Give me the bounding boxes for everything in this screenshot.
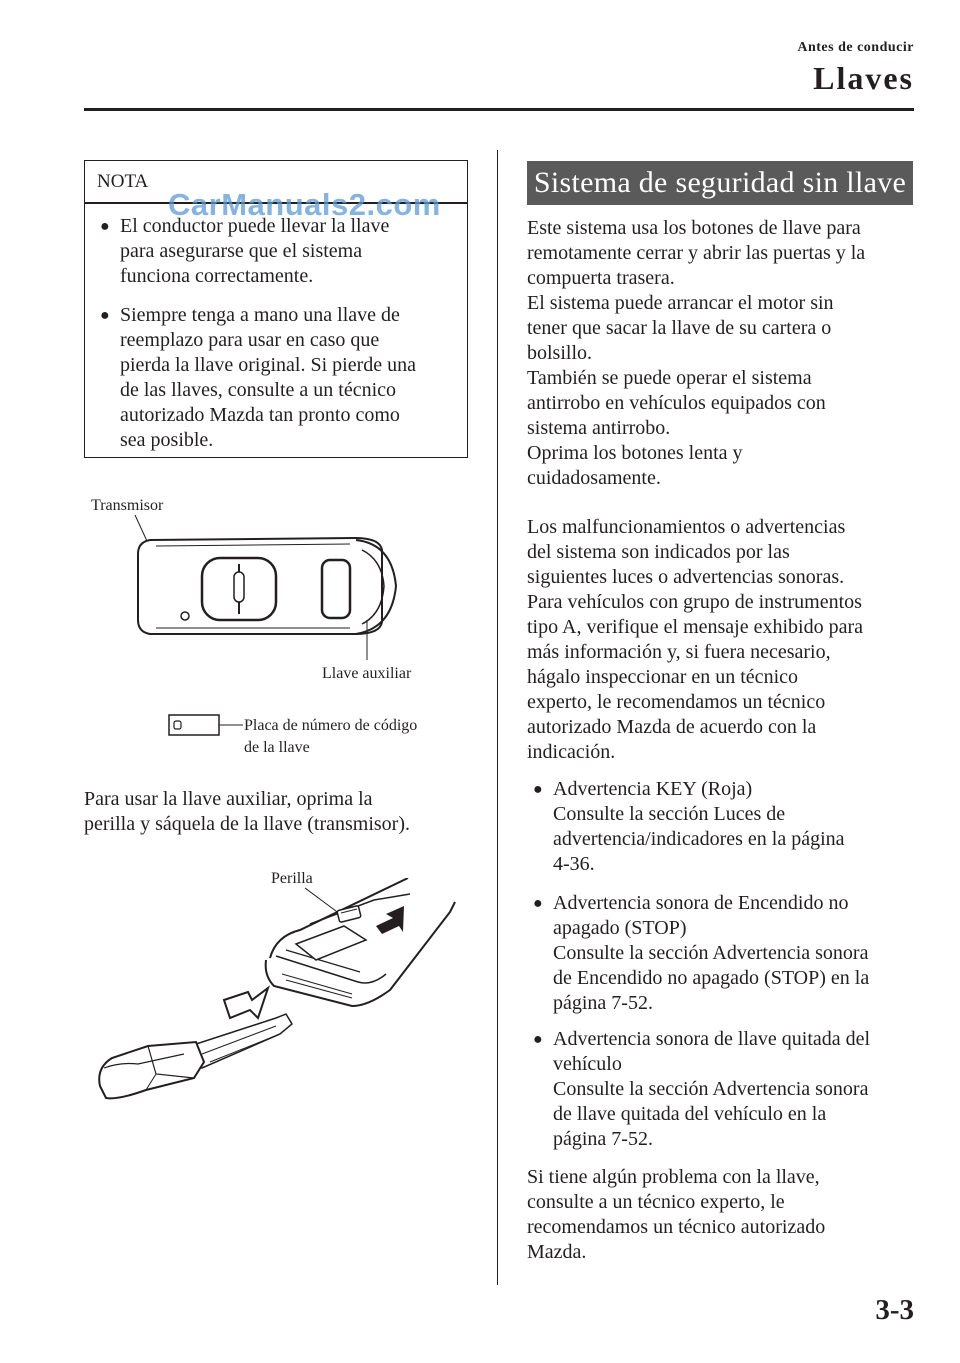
header-divider [84,108,914,111]
page-number: 3-3 [875,1294,914,1326]
bullet-icon: ● [533,781,543,798]
bullet-icon: ● [100,218,110,235]
bullet-icon: ● [533,1031,543,1048]
label-aux-key: Llave auxiliar [322,665,412,682]
transmitter-illustration [130,510,410,670]
label-code-plate: Placa de número de código de la llave [244,717,418,756]
bullet-icon: ● [533,895,543,912]
closing-paragraph: Si tiene algún problema con la llave, consulte a un técnico experto, le recomendamos un técnico autorizado Mazda. [527,1166,826,1263]
warning-item-text: Advertencia sonora de llave quitada del vehículo Consulte la sección Advertencia sonora de llave quitada del vehículo en la página 7-52. [553,1028,871,1150]
warning-item-text: Advertencia KEY (Roja) Consulte la sección Luces de advertencia/indicadores en la página 4-36. [553,778,845,875]
warning-item-text: Advertencia sonora de Encendido no apagado (STOP) Consulte la sección Advertencia sonora de Encendido no apagado (STOP) en la página 7-52. [553,892,870,1014]
label-knob: Perilla [271,870,313,887]
bullet-icon: ● [100,307,110,324]
aux-key-instruction: Para usar la llave auxiliar, oprima la perilla y sáquela de la llave (transmisor). [84,788,410,835]
aux-key-removal-illustration [90,878,470,1128]
note-item-text: Siempre tenga a mano una llave de reemplazo para usar en caso que pierda la llave original. Si pierde una de las llaves, consulte a un técnico autorizado Mazda tan pronto como sea posible. [120,304,417,451]
note-item-text: El conductor puede llevar la llave para asegurarse que el sistema funciona correctamente. [120,215,390,287]
header-section-label: Antes de conducir [797,40,914,55]
label-transmitter: Transmisor [91,497,164,514]
section-intro-paragraph: Este sistema usa los botones de llave para remotamente cerrar y abrir las puertas y la compuerta trasera. El sistema puede arrancar el motor sin tener que sacar la llave de su cartera o bolsillo. También se puede operar el sistema antirrobo en vehículos equipados con sistema antirrobo. Oprima los botones lenta y cuidadosamente. [527,217,866,489]
column-divider [497,150,498,1285]
section-warnings-paragraph: Los malfuncionamientos o advertencias del sistema son indicados por las siguientes luces o advertencias sonoras. Para vehículos con grupo de instrumentos tipo A, verifique el mensaje exhibido para más información y, si fuera necesario, hágalo inspeccionar en un técnico experto, le recomendamos un técnico autorizado Mazda de acuerdo con la indicación. [527,516,864,763]
code-plate-icon [168,714,244,736]
watermark: CarManuals2.com [168,187,441,222]
section-title-bar: Sistema de seguridad sin llave [527,161,913,205]
page-title: Llaves [813,60,914,96]
note-title: NOTA [97,171,149,192]
